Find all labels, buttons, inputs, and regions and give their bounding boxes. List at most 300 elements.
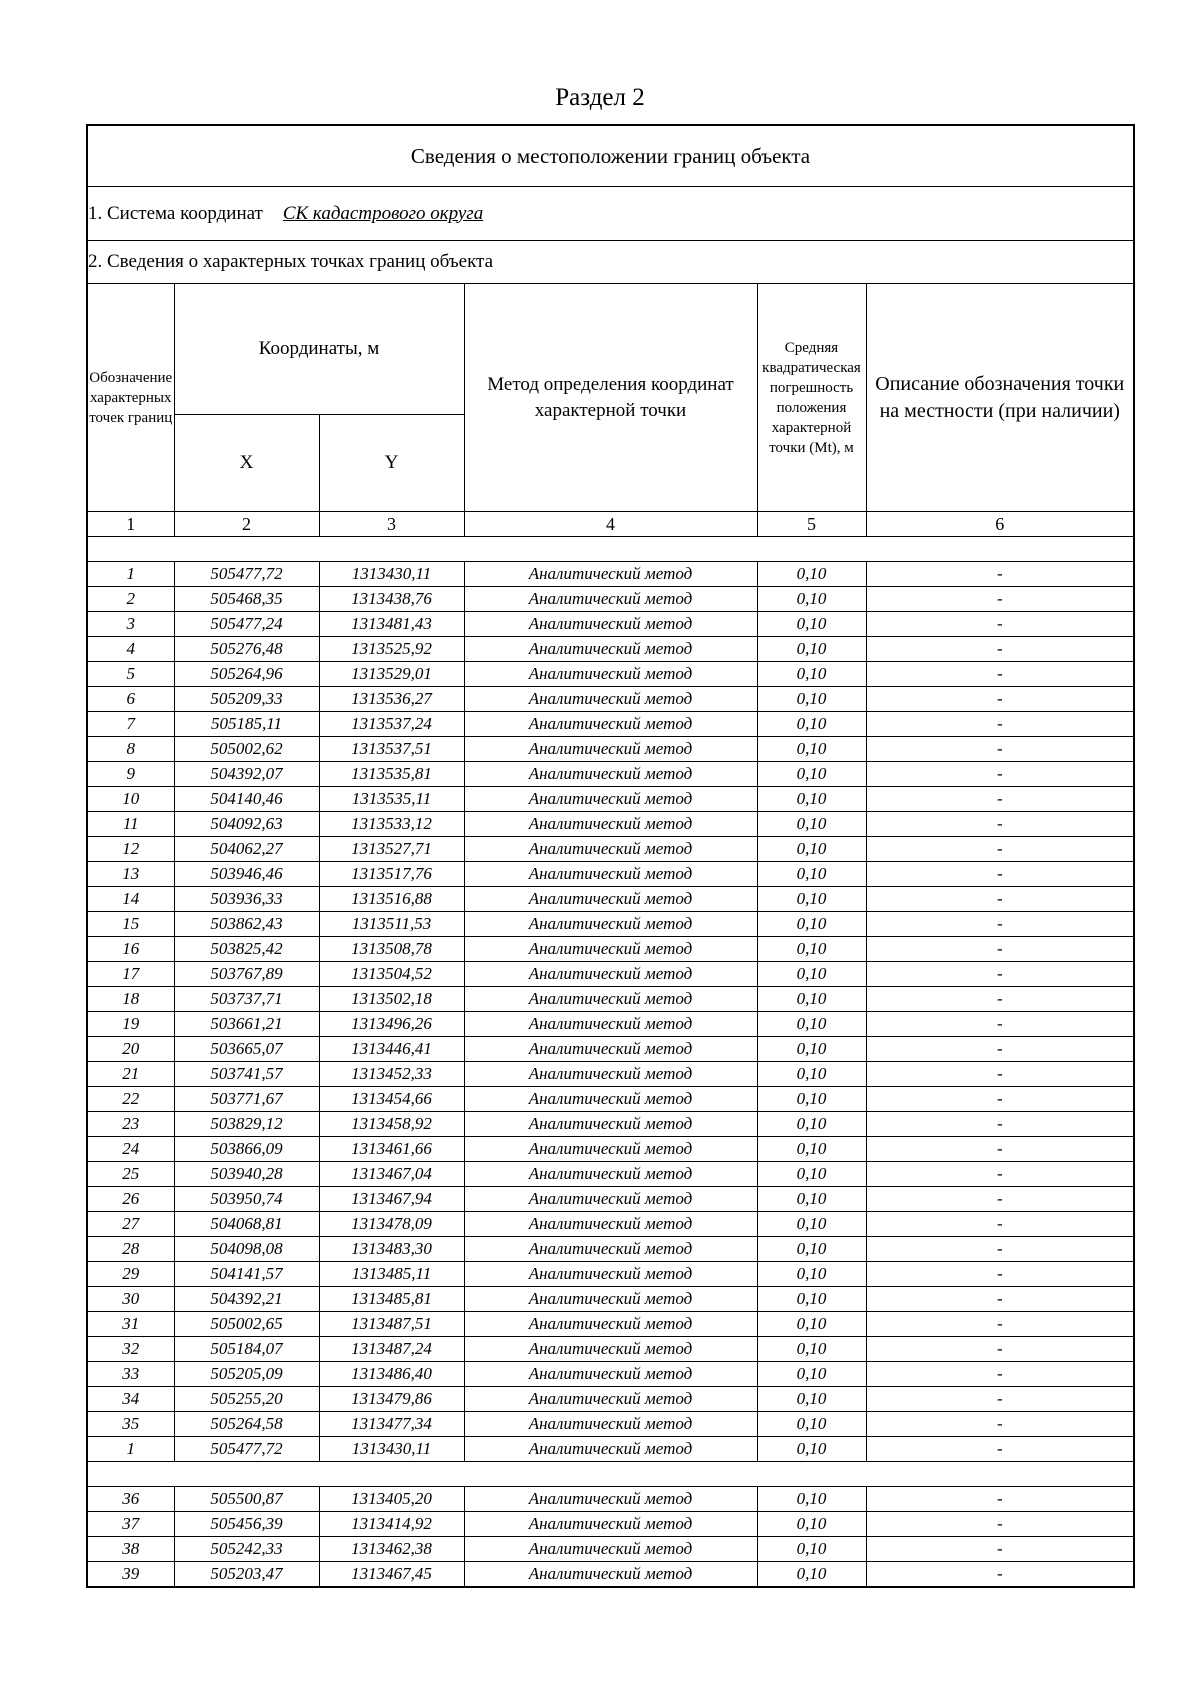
table-row (87, 1387, 1134, 1412)
error-mt-cell: 0,10 (757, 1387, 866, 1412)
description-cell: - (866, 1412, 1134, 1437)
point-id-cell: 1 (87, 562, 174, 587)
col-x-header: X (174, 415, 319, 512)
coord-x-cell: 505242,33 (174, 1537, 319, 1562)
coord-x-cell: 504062,27 (174, 837, 319, 862)
table-row (87, 762, 1134, 787)
table-row (87, 737, 1134, 762)
method-cell: Аналитический метод (464, 1387, 757, 1412)
description-cell: - (866, 1362, 1134, 1387)
table-row (87, 887, 1134, 912)
coord-y-cell: 1313527,71 (319, 837, 464, 862)
coord-x-cell: 505477,24 (174, 612, 319, 637)
description-cell: - (866, 887, 1134, 912)
coord-x-cell: 503866,09 (174, 1137, 319, 1162)
table-row (87, 687, 1134, 712)
point-id-cell: 1 (87, 1437, 174, 1462)
coord-x-cell: 505468,35 (174, 587, 319, 612)
method-cell: Аналитический метод (464, 1437, 757, 1462)
method-cell: Аналитический метод (464, 812, 757, 837)
table-row (87, 912, 1134, 937)
error-mt-cell: 0,10 (757, 737, 866, 762)
error-mt-cell: 0,10 (757, 862, 866, 887)
method-cell: Аналитический метод (464, 962, 757, 987)
coord-y-cell: 1313414,92 (319, 1512, 464, 1537)
method-cell: Аналитический метод (464, 987, 757, 1012)
coord-x-cell: 503950,74 (174, 1187, 319, 1212)
table-row (87, 1112, 1134, 1137)
method-cell: Аналитический метод (464, 1312, 757, 1337)
page-title: Раздел 2 (555, 84, 645, 111)
points-heading-row (87, 241, 1134, 284)
error-mt-cell: 0,10 (757, 612, 866, 637)
table-row (87, 812, 1134, 837)
description-cell: - (866, 1487, 1134, 1512)
coord-y-cell: 1313467,04 (319, 1162, 464, 1187)
coord-y-cell: 1313461,66 (319, 1137, 464, 1162)
method-cell: Аналитический метод (464, 1337, 757, 1362)
point-id-cell: 21 (87, 1062, 174, 1087)
point-id-cell: 31 (87, 1312, 174, 1337)
table-row (87, 637, 1134, 662)
description-cell: - (866, 862, 1134, 887)
method-cell: Аналитический метод (464, 1187, 757, 1212)
point-id-cell: 36 (87, 1487, 174, 1512)
coord-y-cell: 1313446,41 (319, 1037, 464, 1062)
error-mt-cell: 0,10 (757, 1112, 866, 1137)
table-row (87, 1362, 1134, 1387)
coord-y-cell: 1313485,81 (319, 1287, 464, 1312)
point-id-cell: 39 (87, 1562, 174, 1588)
points-heading: 2. Сведения о характерных точках границ объекта (87, 241, 1134, 284)
point-id-cell: 26 (87, 1187, 174, 1212)
description-cell: - (866, 1237, 1134, 1262)
table-row (87, 1537, 1134, 1562)
coord-x-cell: 505203,47 (174, 1562, 319, 1588)
column-number-row (87, 512, 1134, 537)
description-cell: - (866, 1387, 1134, 1412)
error-mt-cell: 0,10 (757, 1312, 866, 1337)
coord-y-cell: 1313454,66 (319, 1087, 464, 1112)
description-cell: - (866, 1262, 1134, 1287)
point-id-cell: 19 (87, 1012, 174, 1037)
point-id-cell: 35 (87, 1412, 174, 1437)
description-cell: - (866, 612, 1134, 637)
coord-x-cell: 505002,65 (174, 1312, 319, 1337)
table-row (87, 1287, 1134, 1312)
contour-separator (87, 537, 1134, 562)
coord-x-cell: 505456,39 (174, 1512, 319, 1537)
method-cell: Аналитический метод (464, 1362, 757, 1387)
method-cell: Аналитический метод (464, 1262, 757, 1287)
point-id-cell: 18 (87, 987, 174, 1012)
point-id-cell: 22 (87, 1087, 174, 1112)
method-cell: Аналитический метод (464, 1212, 757, 1237)
table-row (87, 962, 1134, 987)
coord-x-cell: 505477,72 (174, 562, 319, 587)
table-row (87, 712, 1134, 737)
coord-y-cell: 1313508,78 (319, 937, 464, 962)
coord-x-cell: 505276,48 (174, 637, 319, 662)
description-cell: - (866, 637, 1134, 662)
coord-y-cell: 1313478,09 (319, 1212, 464, 1237)
coord-y-cell: 1313537,51 (319, 737, 464, 762)
coord-system-cell (87, 187, 1134, 241)
description-cell: - (866, 762, 1134, 787)
col-error-header: Средняя квадратическая погрешность положения характерной точки (Mt), м (757, 284, 866, 512)
col-number: 2 (174, 512, 319, 537)
coord-system-label: 1. Система координат (88, 202, 263, 224)
coord-y-cell: 1313496,26 (319, 1012, 464, 1037)
coord-y-cell: 1313502,18 (319, 987, 464, 1012)
coord-x-cell: 505205,09 (174, 1362, 319, 1387)
col-number: 3 (319, 512, 464, 537)
error-mt-cell: 0,10 (757, 1437, 866, 1462)
point-id-cell: 24 (87, 1137, 174, 1162)
coord-x-cell: 503737,71 (174, 987, 319, 1012)
coord-y-cell: 1313430,11 (319, 1437, 464, 1462)
table-row (87, 1187, 1134, 1212)
description-cell: - (866, 787, 1134, 812)
description-cell: - (866, 1162, 1134, 1187)
error-mt-cell: 0,10 (757, 1062, 866, 1087)
table-row (87, 562, 1134, 587)
coord-system-value: СК кадастрового округа (282, 202, 484, 224)
coord-y-cell: 1313533,12 (319, 812, 464, 837)
table-row (87, 1437, 1134, 1462)
description-cell: - (866, 1137, 1134, 1162)
point-id-cell: 14 (87, 887, 174, 912)
coord-x-cell: 503767,89 (174, 962, 319, 987)
table-row (87, 1162, 1134, 1187)
error-mt-cell: 0,10 (757, 587, 866, 612)
method-cell: Аналитический метод (464, 1012, 757, 1037)
coord-x-cell: 504141,57 (174, 1262, 319, 1287)
error-mt-cell: 0,10 (757, 687, 866, 712)
table-row (87, 1087, 1134, 1112)
coord-x-cell: 505264,58 (174, 1412, 319, 1437)
coord-x-cell: 503771,67 (174, 1087, 319, 1112)
method-cell: Аналитический метод (464, 912, 757, 937)
col-description-header: Описание обозначения точки на местности (при наличии) (866, 284, 1134, 512)
coord-x-cell: 504098,08 (174, 1237, 319, 1262)
error-mt-cell: 0,10 (757, 1512, 866, 1537)
column-header-row (87, 284, 1134, 415)
point-id-cell: 32 (87, 1337, 174, 1362)
coord-y-cell: 1313486,40 (319, 1362, 464, 1387)
description-cell: - (866, 812, 1134, 837)
method-cell: Аналитический метод (464, 1412, 757, 1437)
section-title-row (87, 125, 1134, 187)
coord-x-cell: 504140,46 (174, 787, 319, 812)
coord-x-cell: 505477,72 (174, 1437, 319, 1462)
error-mt-cell: 0,10 (757, 1412, 866, 1437)
method-cell: Аналитический метод (464, 1512, 757, 1537)
error-mt-cell: 0,10 (757, 1087, 866, 1112)
error-mt-cell: 0,10 (757, 962, 866, 987)
coord-y-cell: 1313452,33 (319, 1062, 464, 1087)
coord-x-cell: 504392,21 (174, 1287, 319, 1312)
method-cell: Аналитический метод (464, 1562, 757, 1588)
coord-y-cell: 1313535,81 (319, 762, 464, 787)
description-cell: - (866, 937, 1134, 962)
coord-x-cell: 505500,87 (174, 1487, 319, 1512)
coord-y-cell: 1313405,20 (319, 1487, 464, 1512)
error-mt-cell: 0,10 (757, 1487, 866, 1512)
table-row (87, 612, 1134, 637)
method-cell: Аналитический метод (464, 1062, 757, 1087)
description-cell: - (866, 987, 1134, 1012)
coord-x-cell: 505184,07 (174, 1337, 319, 1362)
description-cell: - (866, 1287, 1134, 1312)
table-row (87, 662, 1134, 687)
point-id-cell: 12 (87, 837, 174, 862)
point-id-cell: 20 (87, 1037, 174, 1062)
method-cell: Аналитический метод (464, 587, 757, 612)
table-row (87, 1487, 1134, 1512)
col-coordinates-header: Координаты, м (174, 284, 464, 415)
method-cell: Аналитический метод (464, 637, 757, 662)
description-cell: - (866, 1187, 1134, 1212)
col-number: 5 (757, 512, 866, 537)
coord-x-cell: 503741,57 (174, 1062, 319, 1087)
section-title: Сведения о местоположении границ объекта (87, 125, 1134, 187)
coord-x-cell: 503665,07 (174, 1037, 319, 1062)
table-row (87, 862, 1134, 887)
coord-y-cell: 1313487,24 (319, 1337, 464, 1362)
method-cell: Аналитический метод (464, 612, 757, 637)
point-id-cell: 29 (87, 1262, 174, 1287)
description-cell: - (866, 1062, 1134, 1087)
col-method-header: Метод определения координат характерной точки (464, 284, 757, 512)
description-cell: - (866, 1037, 1134, 1062)
coord-x-cell: 505002,62 (174, 737, 319, 762)
boundary-table (86, 124, 1135, 1588)
point-id-cell: 11 (87, 812, 174, 837)
error-mt-cell: 0,10 (757, 562, 866, 587)
error-mt-cell: 0,10 (757, 637, 866, 662)
description-cell: - (866, 1562, 1134, 1588)
error-mt-cell: 0,10 (757, 1362, 866, 1387)
method-cell: Аналитический метод (464, 1537, 757, 1562)
coord-x-cell: 504092,63 (174, 812, 319, 837)
point-id-cell: 13 (87, 862, 174, 887)
table-row (87, 937, 1134, 962)
coord-x-cell: 505264,96 (174, 662, 319, 687)
error-mt-cell: 0,10 (757, 987, 866, 1012)
description-cell: - (866, 1537, 1134, 1562)
method-cell: Аналитический метод (464, 1112, 757, 1137)
point-id-cell: 9 (87, 762, 174, 787)
description-cell: - (866, 962, 1134, 987)
point-id-cell: 2 (87, 587, 174, 612)
point-id-cell: 3 (87, 612, 174, 637)
coord-y-cell: 1313483,30 (319, 1237, 464, 1262)
error-mt-cell: 0,10 (757, 1137, 866, 1162)
error-mt-cell: 0,10 (757, 837, 866, 862)
error-mt-cell: 0,10 (757, 712, 866, 737)
coord-y-cell: 1313438,76 (319, 587, 464, 612)
col-y-header: Y (319, 415, 464, 512)
point-id-cell: 16 (87, 937, 174, 962)
table-row (87, 1062, 1134, 1087)
contour-separator-row (87, 537, 1134, 562)
method-cell: Аналитический метод (464, 1037, 757, 1062)
point-id-cell: 38 (87, 1537, 174, 1562)
coord-y-cell: 1313487,51 (319, 1312, 464, 1337)
method-cell: Аналитический метод (464, 1087, 757, 1112)
method-cell: Аналитический метод (464, 712, 757, 737)
description-cell: - (866, 737, 1134, 762)
method-cell: Аналитический метод (464, 1162, 757, 1187)
method-cell: Аналитический метод (464, 837, 757, 862)
description-cell: - (866, 1312, 1134, 1337)
coord-y-cell: 1313537,24 (319, 712, 464, 737)
table-row (87, 987, 1134, 1012)
description-cell: - (866, 712, 1134, 737)
table-row (87, 1137, 1134, 1162)
coord-x-cell: 504392,07 (174, 762, 319, 787)
method-cell: Аналитический метод (464, 1237, 757, 1262)
coord-y-cell: 1313535,11 (319, 787, 464, 812)
error-mt-cell: 0,10 (757, 1162, 866, 1187)
method-cell: Аналитический метод (464, 662, 757, 687)
coord-y-cell: 1313430,11 (319, 562, 464, 587)
error-mt-cell: 0,10 (757, 937, 866, 962)
error-mt-cell: 0,10 (757, 1012, 866, 1037)
table-row (87, 1012, 1134, 1037)
table-row (87, 1312, 1134, 1337)
coord-y-cell: 1313477,34 (319, 1412, 464, 1437)
coord-x-cell: 503936,33 (174, 887, 319, 912)
error-mt-cell: 0,10 (757, 912, 866, 937)
coord-x-cell: 503946,46 (174, 862, 319, 887)
description-cell: - (866, 1112, 1134, 1137)
coord-y-cell: 1313504,52 (319, 962, 464, 987)
contour-separator-row (87, 1462, 1134, 1487)
method-cell: Аналитический метод (464, 1137, 757, 1162)
error-mt-cell: 0,10 (757, 812, 866, 837)
coord-x-cell: 505209,33 (174, 687, 319, 712)
table-row (87, 1337, 1134, 1362)
table-row (87, 1262, 1134, 1287)
description-cell: - (866, 1437, 1134, 1462)
description-cell: - (866, 662, 1134, 687)
error-mt-cell: 0,10 (757, 1537, 866, 1562)
col-designation-header: Обозначение характерных точек границ (87, 284, 174, 512)
method-cell: Аналитический метод (464, 737, 757, 762)
coord-y-cell: 1313467,94 (319, 1187, 464, 1212)
method-cell: Аналитический метод (464, 937, 757, 962)
description-cell: - (866, 1012, 1134, 1037)
coord-y-cell: 1313485,11 (319, 1262, 464, 1287)
point-id-cell: 23 (87, 1112, 174, 1137)
error-mt-cell: 0,10 (757, 1562, 866, 1588)
point-id-cell: 28 (87, 1237, 174, 1262)
point-id-cell: 27 (87, 1212, 174, 1237)
error-mt-cell: 0,10 (757, 762, 866, 787)
error-mt-cell: 0,10 (757, 662, 866, 687)
coord-x-cell: 503825,42 (174, 937, 319, 962)
coord-x-cell: 503940,28 (174, 1162, 319, 1187)
table-row (87, 1412, 1134, 1437)
coord-x-cell: 505255,20 (174, 1387, 319, 1412)
coord-y-cell: 1313516,88 (319, 887, 464, 912)
error-mt-cell: 0,10 (757, 1262, 866, 1287)
coord-y-cell: 1313529,01 (319, 662, 464, 687)
col-number: 6 (866, 512, 1134, 537)
description-cell: - (866, 912, 1134, 937)
coord-y-cell: 1313462,38 (319, 1537, 464, 1562)
method-cell: Аналитический метод (464, 762, 757, 787)
description-cell: - (866, 1212, 1134, 1237)
col-number: 1 (87, 512, 174, 537)
coord-system-row (87, 187, 1134, 241)
error-mt-cell: 0,10 (757, 1237, 866, 1262)
method-cell: Аналитический метод (464, 887, 757, 912)
error-mt-cell: 0,10 (757, 887, 866, 912)
description-cell: - (866, 1087, 1134, 1112)
error-mt-cell: 0,10 (757, 1037, 866, 1062)
point-id-cell: 17 (87, 962, 174, 987)
description-cell: - (866, 687, 1134, 712)
method-cell: Аналитический метод (464, 562, 757, 587)
table-row (87, 1237, 1134, 1262)
table-row (87, 1562, 1134, 1588)
point-id-cell: 5 (87, 662, 174, 687)
coord-y-cell: 1313481,43 (319, 612, 464, 637)
coord-x-cell: 503661,21 (174, 1012, 319, 1037)
description-cell: - (866, 1337, 1134, 1362)
point-id-cell: 4 (87, 637, 174, 662)
contour-separator (87, 1462, 1134, 1487)
coord-y-cell: 1313517,76 (319, 862, 464, 887)
description-cell: - (866, 562, 1134, 587)
coord-x-cell: 503862,43 (174, 912, 319, 937)
error-mt-cell: 0,10 (757, 787, 866, 812)
method-cell: Аналитический метод (464, 687, 757, 712)
table-row (87, 587, 1134, 612)
point-id-cell: 6 (87, 687, 174, 712)
method-cell: Аналитический метод (464, 1487, 757, 1512)
point-id-cell: 8 (87, 737, 174, 762)
method-cell: Аналитический метод (464, 787, 757, 812)
description-cell: - (866, 1512, 1134, 1537)
method-cell: Аналитический метод (464, 1287, 757, 1312)
table-row (87, 1512, 1134, 1537)
point-id-cell: 37 (87, 1512, 174, 1537)
coord-x-cell: 504068,81 (174, 1212, 319, 1237)
error-mt-cell: 0,10 (757, 1287, 866, 1312)
coord-y-cell: 1313458,92 (319, 1112, 464, 1137)
table-row (87, 787, 1134, 812)
table-row (87, 1212, 1134, 1237)
point-id-cell: 33 (87, 1362, 174, 1387)
table-row (87, 1037, 1134, 1062)
point-id-cell: 7 (87, 712, 174, 737)
point-id-cell: 15 (87, 912, 174, 937)
coord-x-cell: 503829,12 (174, 1112, 319, 1137)
coord-y-cell: 1313467,45 (319, 1562, 464, 1588)
point-id-cell: 30 (87, 1287, 174, 1312)
coord-y-cell: 1313525,92 (319, 637, 464, 662)
coord-y-cell: 1313536,27 (319, 687, 464, 712)
description-cell: - (866, 587, 1134, 612)
point-id-cell: 34 (87, 1387, 174, 1412)
coord-y-cell: 1313511,53 (319, 912, 464, 937)
point-id-cell: 10 (87, 787, 174, 812)
error-mt-cell: 0,10 (757, 1187, 866, 1212)
